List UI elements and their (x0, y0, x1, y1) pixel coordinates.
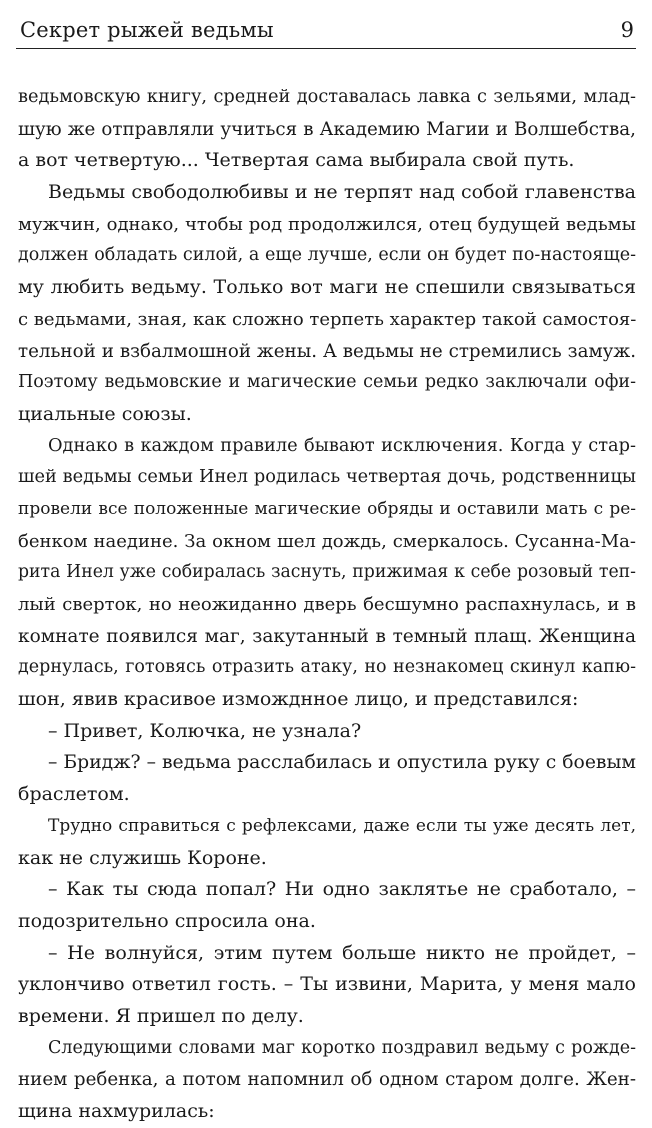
text-line: ведьмовскую книгу, средней доставалась лавка с зельями, млад- (18, 87, 636, 107)
page-number: 9 (620, 18, 634, 42)
text-line: дернулась, готовясь отразить атаку, но незнакомец скинул капю- (18, 657, 636, 678)
text-line: шую же отправляли учиться в Академию Магии и Волшебства, (18, 118, 636, 140)
text-line: – Привет, Колючка, не узнала? (48, 719, 362, 742)
text-line: мужчин, однако, чтобы род продолжился, отец будущей ведьмы (18, 213, 636, 235)
text-line: бенком наедине. За окном шел дождь, смеркалось. Сусанна-Ма- (18, 530, 636, 552)
text-line: шон, явив красивое изможднное лицо, и представился: (18, 688, 579, 711)
text-line: подозрительно спросила она. (18, 909, 316, 932)
text-line: рита Инел уже собиралась заснуть, прижимая к себе розовый теп- (18, 562, 636, 583)
text-line: комнате появился маг, закутанный в темный плащ. Женщина (18, 625, 636, 647)
running-header (16, 14, 636, 49)
text-line: с ведьмами, зная, как сложно терпеть характер такой самостоя- (18, 308, 636, 330)
text-line: – Как ты сюда попал? Ни одно заклятье не сработало, – (48, 878, 636, 901)
text-line: Трудно справиться с рефлексами, даже если ты уже десять лет, (48, 815, 636, 836)
text-line: времени. Я пришел по делу. (18, 1004, 304, 1027)
text-line: му любить ведьму. Только вот маги не спешили связываться (18, 276, 636, 299)
text-line: браслетом. (18, 783, 130, 806)
text-line: шей ведьмы семьи Инел родилась четвертая дочь, родственницы (18, 467, 636, 488)
text-line: Ведьмы свободолюбивы и не терпят над собой главенства (48, 181, 636, 204)
text-line: тельной и взбалмошной жены. А ведьмы не стремились замуж. (18, 340, 636, 362)
body-text (18, 82, 636, 1128)
text-line: нием ребенка, а потом напомнил об одном старом долге. Жен- (18, 1069, 636, 1091)
text-line: уклончиво ответил гость. – Ты извини, Марита, у меня мало (18, 973, 636, 996)
text-line: циальные союзы. (18, 402, 192, 425)
text-line: Однако в каждом правиле бывают исключения. Когда у стар- (48, 435, 636, 456)
text-line: должен обладать силой, а еще лучше, если он будет по-настояще- (18, 245, 636, 266)
text-line: лый сверток, но неожиданно дверь бесшумно распахнулась, и в (18, 594, 636, 615)
text-line: как не служишь Короне. (18, 846, 267, 869)
text-line: – Бридж? – ведьма расслабилась и опустила руку с боевым (48, 752, 636, 774)
text-line: щина нахмурилась: (18, 1100, 215, 1122)
text-line: Следующими словами маг коротко поздравил ведьму с рожде- (48, 1037, 636, 1058)
text-line: провели все положенные магические обряды и оставили мать с ре- (18, 498, 636, 519)
text-line: Поэтому ведьмовские и магические семьи редко заключали офи- (18, 372, 636, 393)
book-title: Секрет рыжей ведьмы (20, 18, 274, 42)
text-line: а вот четвертую... Четвертая сама выбирала свой путь. (18, 149, 575, 172)
text-line: – Не волнуйся, этим путем больше никто не пройдет, – (48, 941, 636, 964)
